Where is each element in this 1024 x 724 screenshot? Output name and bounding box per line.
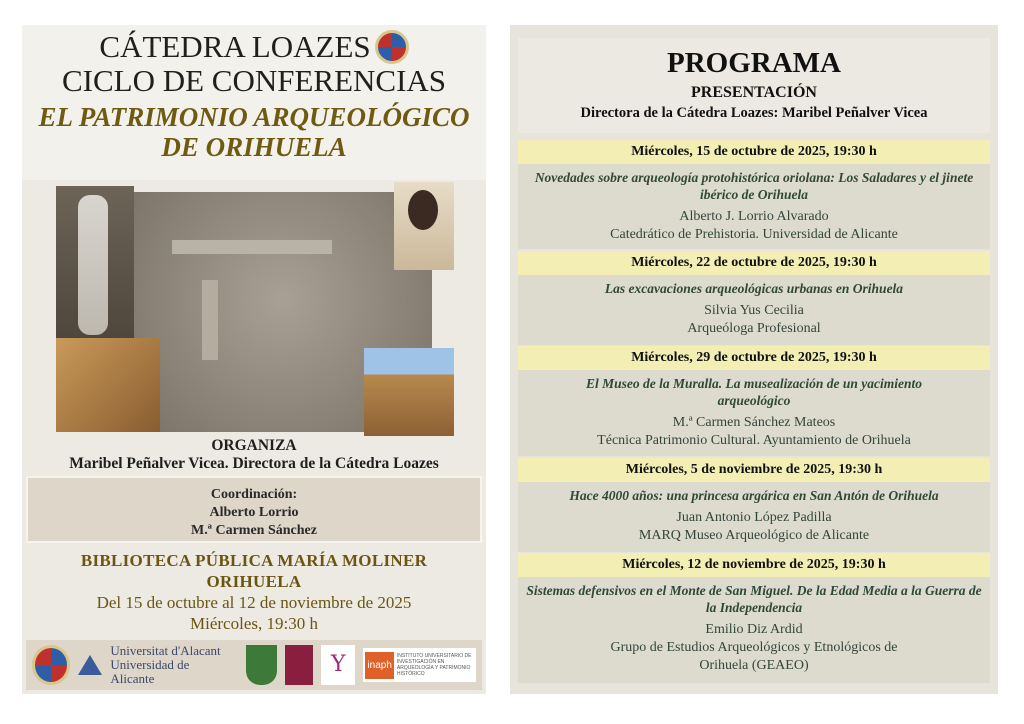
inaph-text: INSTITUTO UNIVERSITARIO DE INVESTIGACIÓN EN ARQUEOLOGÍA Y PATRIMONIO HISTÓRICO: [396, 653, 472, 677]
catedra-seal-logo: [32, 645, 70, 685]
talk-title: El Museo de la Muralla. La musealización de un yacimiento arqueológico: [585, 376, 923, 408]
inaph-logo: [363, 648, 476, 682]
presenter: Directora de la Cátedra Loazes: Maribel Peñalver Vicea: [580, 105, 928, 121]
organizer-block: [22, 437, 486, 473]
talk-title: Las excavaciones arqueológicas urbanas en Orihuela: [604, 281, 904, 296]
photo-collage: [22, 180, 486, 437]
speaker-name: M.ª Carmen Sánchez Mateos: [672, 415, 836, 430]
poster-panel: [22, 25, 486, 694]
session-details: [518, 482, 990, 552]
coordinator: Alberto Lorrio: [209, 505, 299, 520]
session-details: [518, 370, 990, 456]
catedra-seal-logo: [375, 30, 409, 64]
wall-photo: [56, 338, 160, 432]
venue-block: [22, 550, 486, 634]
poster-subtitle-line1: EL PATRIMONIO ARQUEOLÓGICO: [38, 102, 470, 132]
speaker-role: Arqueóloga Profesional: [687, 321, 821, 336]
talk-title: Hace 4000 años: una princesa argárica en San Antón de Orihuela: [569, 488, 939, 503]
ua-triangle-icon: [78, 655, 102, 675]
coordination-box: [26, 476, 482, 543]
schedule: Miércoles, 19:30 h: [190, 614, 318, 633]
session-date: Miércoles, 15 de octubre de 2025, 19:30 h: [518, 140, 990, 164]
session-date: Miércoles, 29 de octubre de 2025, 19:30 h: [518, 346, 990, 370]
program-header: [518, 38, 990, 133]
inaph-mark: inaph: [365, 652, 393, 679]
speaker-role: Grupo de Estudios Arqueológicos y Etnológicos de Orihuela (GEAEO): [610, 640, 898, 673]
talk-title: Novedades sobre arqueología protohistórica oriolana: Los Saladares y el jinete ibérico de Orihuela: [534, 170, 974, 202]
session-date: Miércoles, 5 de noviembre de 2025, 19:30 h: [518, 458, 990, 482]
orihuela-logo: [285, 645, 314, 685]
speaker-role: Catedrático de Prehistoria. Universidad de Alicante: [610, 227, 898, 242]
organiza-label: ORGANIZA: [211, 437, 297, 454]
university-name-es: Universidad de Alicante: [110, 657, 190, 686]
session-details: [518, 275, 990, 345]
session-details: [518, 577, 990, 683]
tower-photo: [364, 348, 454, 436]
speaker-role: Técnica Patrimonio Cultural. Ayuntamiento de Orihuela: [597, 433, 911, 448]
coordination-label: Coordinación:: [210, 487, 298, 502]
program-title: PROGRAMA: [667, 47, 841, 79]
speaker-role: MARQ Museo Arqueológico de Alicante: [638, 528, 870, 543]
university-name-ca: Universitat d'Alacant: [110, 643, 221, 658]
speaker-name: Alberto J. Lorrio Alvarado: [679, 209, 829, 224]
wall-remains: [202, 280, 218, 360]
poster-header: [22, 25, 486, 180]
speaker-name: Silvia Yus Cecilia: [704, 303, 804, 318]
speaker-name: Juan Antonio López Padilla: [676, 510, 832, 525]
university-logo: [110, 644, 230, 686]
session-date: Miércoles, 22 de octubre de 2025, 19:30 h: [518, 251, 990, 275]
ayuntamiento-shield-logo: [246, 645, 276, 685]
talk-title: Sistemas defensivos en el Monte de San Miguel. De la Edad Media a la Guerra de la Independencia: [526, 583, 982, 615]
sponsor-logos: [26, 640, 482, 690]
session-date: Miércoles, 12 de noviembre de 2025, 19:30 h: [518, 553, 990, 577]
wall-remains: [172, 240, 332, 254]
library-logo: Y: [321, 645, 355, 685]
organiza-text: Maribel Peñalver Vicea. Directora de la Cátedra Loazes: [69, 455, 439, 472]
coordinator: M.ª Carmen Sánchez: [191, 523, 317, 538]
date-range: Del 15 de octubre al 12 de noviembre de 2025: [96, 593, 412, 612]
poster-title-line1: CÁTEDRA LOAZES: [99, 29, 371, 64]
venue-line1: BIBLIOTECA PÚBLICA MARÍA MOLINER: [80, 551, 428, 570]
program-panel: [510, 25, 998, 694]
poster-subtitle-line2: DE ORIHUELA: [161, 132, 347, 162]
rider-figurine: [78, 195, 108, 335]
venue-line2: ORIHUELA: [206, 572, 302, 591]
speaker-name: Emilio Diz Ardid: [705, 622, 803, 637]
session-details: [518, 164, 990, 249]
poster-title-line2: CICLO DE CONFERENCIAS: [61, 63, 447, 98]
presentation-label: PRESENTACIÓN: [691, 84, 817, 101]
princess-hair: [408, 190, 438, 230]
